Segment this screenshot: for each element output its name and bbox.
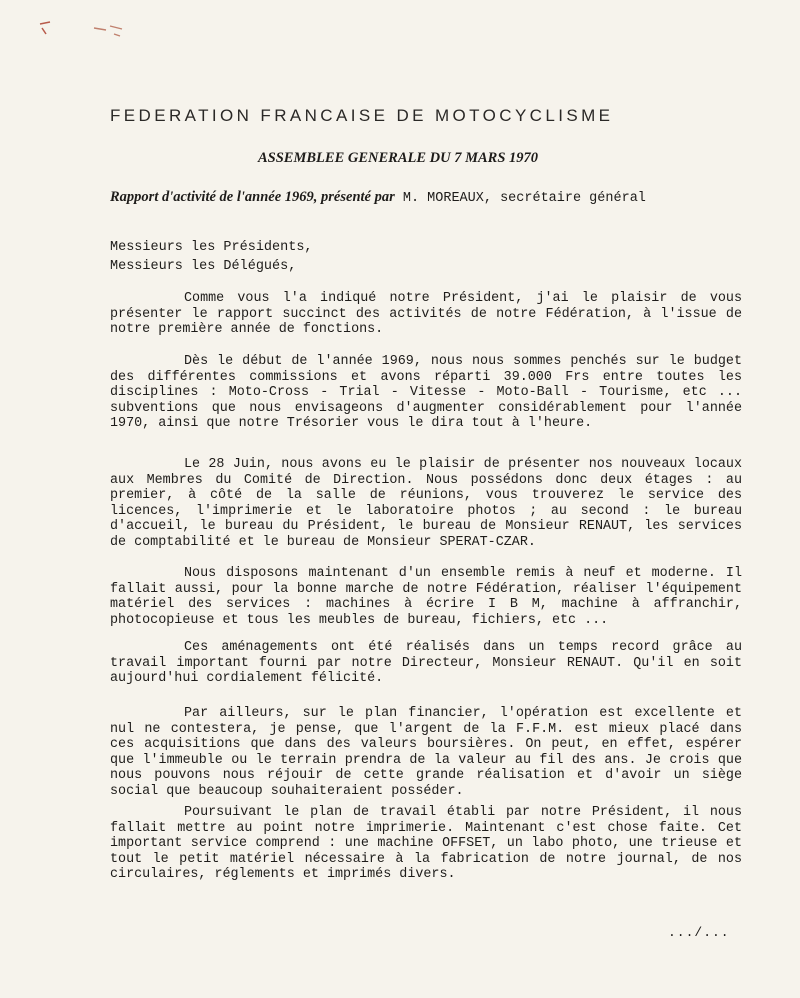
paragraph-5	[110, 640, 742, 687]
paragraph-1-text: Comme vous l'a indiqué notre Président, j'ai le plaisir de vous présenter le rapport succinct des activités de notre Fédération, à l'issue de notre première année de fonctions.	[110, 291, 742, 337]
paragraph-5-text: Ces aménagements ont été réalisés dans un temps record grâce au travail important fourni par notre Directeur, Monsieur RENAUT. Qu'il en soit aujourd'hui cordialement félicité.	[110, 640, 742, 686]
organization-title: FEDERATION FRANCAISE DE MOTOCYCLISME	[110, 106, 614, 125]
paragraph-7-text: Poursuivant le plan de travail établi par notre Président, il nous fallait mettre au point notre imprimerie. Maintenant c'est chose faite. Cet important service comprend : une machine OFFSET, un labo photo, une trieuse et tout le petit matériel nécessaire à la fabrication de notre journal, de nos circulaires, réglements et imprimés divers.	[110, 805, 742, 882]
paragraph-4	[110, 566, 742, 628]
report-line-author: M. MOREAUX, secrétaire général	[394, 191, 646, 206]
paragraph-6-text: Par ailleurs, sur le plan financier, l'opération est excellente et nul ne contestera, je pense, que l'argent de la F.F.M. est mieux placé dans ces acquisitions que dans des valeurs boursières. On peut, en effet, espérer que l'immeuble ou le terrain prendra de la valeur au fil des ans. Je crois que nous pouvons nous réjouir de cette grande réalisation et d'avoir un siège social que beaucoup souhaiteraient posséder.	[110, 706, 742, 799]
salutation	[110, 238, 313, 276]
paragraph-2-text: Dès le début de l'année 1969, nous nous sommes penchés sur le budget des différentes commissions et avons réparti 39.000 Frs entre toutes les disciplines : Moto-Cross - Trial - Vitesse - Moto-Ball - Tourisme, etc ... subventions que nous envisageons d'augmenter considérablement pour l'année 1970, ainsi que notre Trésorier vous le dira tout à l'heure.	[110, 354, 742, 431]
report-line	[110, 189, 740, 206]
salutation-line-2: Messieurs les Délégués,	[110, 259, 297, 274]
continuation-mark: .../...	[668, 925, 730, 940]
meeting-title: ASSEMBLEE GENERALE DU 7 MARS 1970	[258, 150, 539, 166]
paragraph-1	[110, 291, 742, 338]
paragraph-3	[110, 457, 742, 550]
paragraph-7	[110, 805, 742, 883]
paragraph-6	[110, 706, 742, 799]
paragraph-3-text: Le 28 Juin, nous avons eu le plaisir de présenter nos nouveaux locaux aux Membres du Comité de Direction. Nous possédons donc deux étages : au premier, à côté de la salle de réunions, vous trouverez le service des licences, l'imprimerie et le laboratoire photos ; au second : le bureau d'accueil, le bureau du Président, le bureau de Monsieur RENAUT, les services de comptabilité et le bureau de Monsieur SPERAT-CZAR.	[110, 457, 742, 550]
paragraph-4-text: Nous disposons maintenant d'un ensemble remis à neuf et moderne. Il fallait aussi, pour la bonne marche de notre Fédération, réaliser l'équipement matériel des services : machines à écrire I B M, machine à affranchir, photocopieuse et tous les meubles de bureau, fichiers, etc ...	[110, 566, 742, 628]
paragraph-2	[110, 354, 742, 432]
salutation-line-1: Messieurs les Présidents,	[110, 240, 313, 255]
ink-marks	[36, 14, 126, 44]
report-line-italic: Rapport d'activité de l'année 1969, présenté par	[110, 189, 395, 205]
